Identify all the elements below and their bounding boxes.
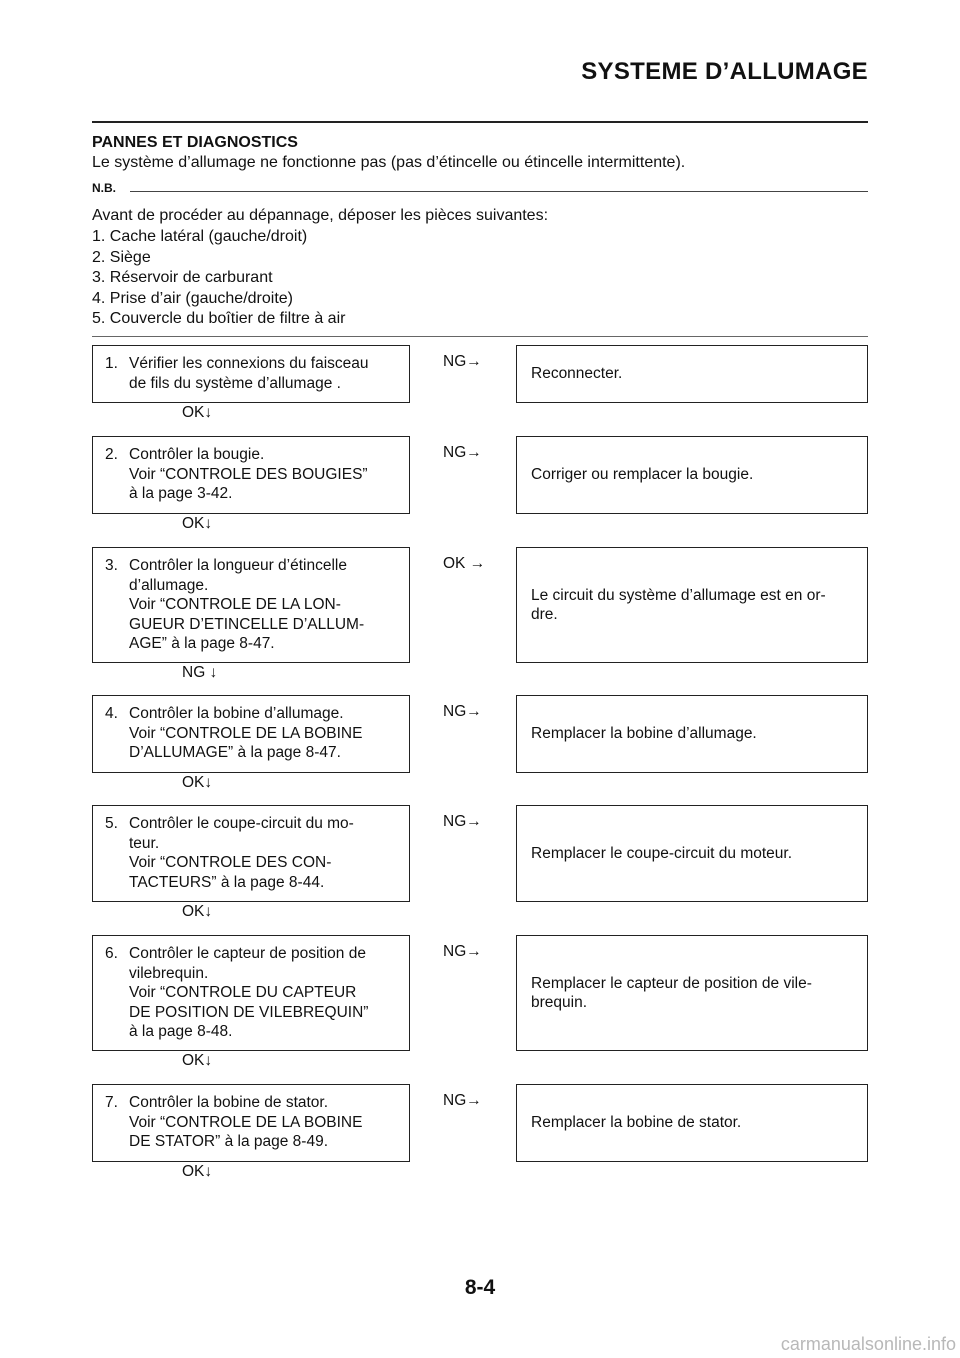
result-box-3 (516, 547, 868, 663)
branch-right-label: NG→ (443, 353, 482, 370)
step-text: Contrôler le coupe-circuit du mo- teur. Voir “CONTROLE DES CON- TACTEURS” à la page 8-44. (129, 815, 354, 891)
step-box-4 (92, 695, 410, 773)
branch-right-label: NG→ (443, 943, 482, 960)
intro-text: Le système d’allumage ne fonctionne pas (pas d’étincelle ou étincelle intermittente). (92, 154, 686, 171)
result-text: Remplacer le capteur de position de vile- brequin. (531, 974, 812, 1011)
step-number: 3. (105, 557, 118, 574)
note-divider (130, 191, 868, 192)
step-text: Contrôler la bobine de stator. Voir “CONTROLE DE LA BOBINE DE STATOR” à la page 8-49. (129, 1094, 363, 1150)
result-box-6 (516, 935, 868, 1051)
result-box-5 (516, 805, 868, 902)
step-text: Contrôler la bougie. Voir “CONTROLE DES BOUGIES” à la page 3-42. (129, 446, 368, 502)
branch-down-label: OK↓ (182, 515, 213, 532)
list-item: 4. Prise d’air (gauche/droite) (92, 289, 293, 307)
list-item: 2. Siège (92, 248, 151, 266)
branch-right-label: OK → (443, 555, 486, 572)
note-end-divider (92, 336, 868, 337)
step-number: 1. (105, 355, 118, 372)
result-box-2 (516, 436, 868, 514)
section-heading: PANNES ET DIAGNOSTICS (92, 134, 298, 151)
result-text: Remplacer la bobine d’allumage. (531, 725, 757, 743)
removal-parts-list (92, 227, 345, 330)
branch-down-label: NG ↓ (182, 664, 218, 681)
page-number: 8-4 (464, 1276, 496, 1299)
step-box-1 (92, 345, 410, 403)
step-box-6 (92, 935, 410, 1051)
list-item: 3. Réservoir de carburant (92, 269, 273, 286)
list-item: 1. Cache latéral (gauche/droit) (92, 228, 308, 245)
branch-down-label: OK↓ (182, 1163, 213, 1180)
title-divider (92, 121, 868, 123)
step-box-5 (92, 805, 410, 902)
result-text: Corriger ou remplacer la bougie. (531, 466, 754, 484)
branch-down-label: OK↓ (182, 903, 213, 920)
step-number: 2. (105, 446, 118, 463)
list-item: 5. Couvercle du boîtier de filtre à air (92, 310, 346, 327)
note-text: Avant de procéder au dépannage, déposer les pièces suivantes: (92, 207, 549, 224)
result-text: Remplacer le coupe-circuit du moteur. (531, 844, 793, 862)
branch-down-label: OK↓ (182, 404, 213, 421)
watermark: carmanualsonline.info (780, 1334, 956, 1354)
step-text: Contrôler le capteur de position de vilebrequin. Voir “CONTROLE DU CAPTEUR DE POSITION DE VILEBREQUIN” à la page 8-48. (129, 945, 369, 1040)
step-number: 6. (105, 945, 118, 962)
branch-down-label: OK↓ (182, 1052, 213, 1069)
step-number: 7. (105, 1094, 118, 1111)
step-text: Vérifier les connexions du faisceau de fils du système d’allumage . (129, 355, 369, 392)
step-box-7 (92, 1084, 410, 1162)
result-text: Le circuit du système d’allumage est en or- dre. (531, 586, 826, 623)
note-label: N.B. (92, 181, 116, 195)
branch-right-label: NG→ (443, 813, 482, 830)
step-number: 4. (105, 705, 118, 722)
result-box-1 (516, 345, 868, 403)
result-box-7 (516, 1084, 868, 1162)
result-text: Remplacer la bobine de stator. (531, 1114, 742, 1132)
branch-right-label: NG→ (443, 1092, 482, 1109)
step-box-2 (92, 436, 410, 514)
step-box-3 (92, 547, 410, 663)
branch-right-label: NG→ (443, 444, 482, 461)
result-box-4 (516, 695, 868, 773)
branch-right-label: NG→ (443, 703, 482, 720)
step-text: Contrôler la bobine d’allumage. Voir “CONTROLE DE LA BOBINE D’ALLUMAGE” à la page 8-47. (129, 705, 363, 761)
step-number: 5. (105, 815, 118, 832)
branch-down-label: OK↓ (182, 774, 213, 791)
result-text: Reconnecter. (531, 365, 623, 383)
step-text: Contrôler la longueur d’étincelle d’allumage. Voir “CONTROLE DE LA LON- GUEUR D’ETINCELLE D’ALLUM- AGE” à la page 8-47. (129, 557, 365, 652)
page-title: SYSTEME D’ALLUMAGE (581, 58, 868, 85)
